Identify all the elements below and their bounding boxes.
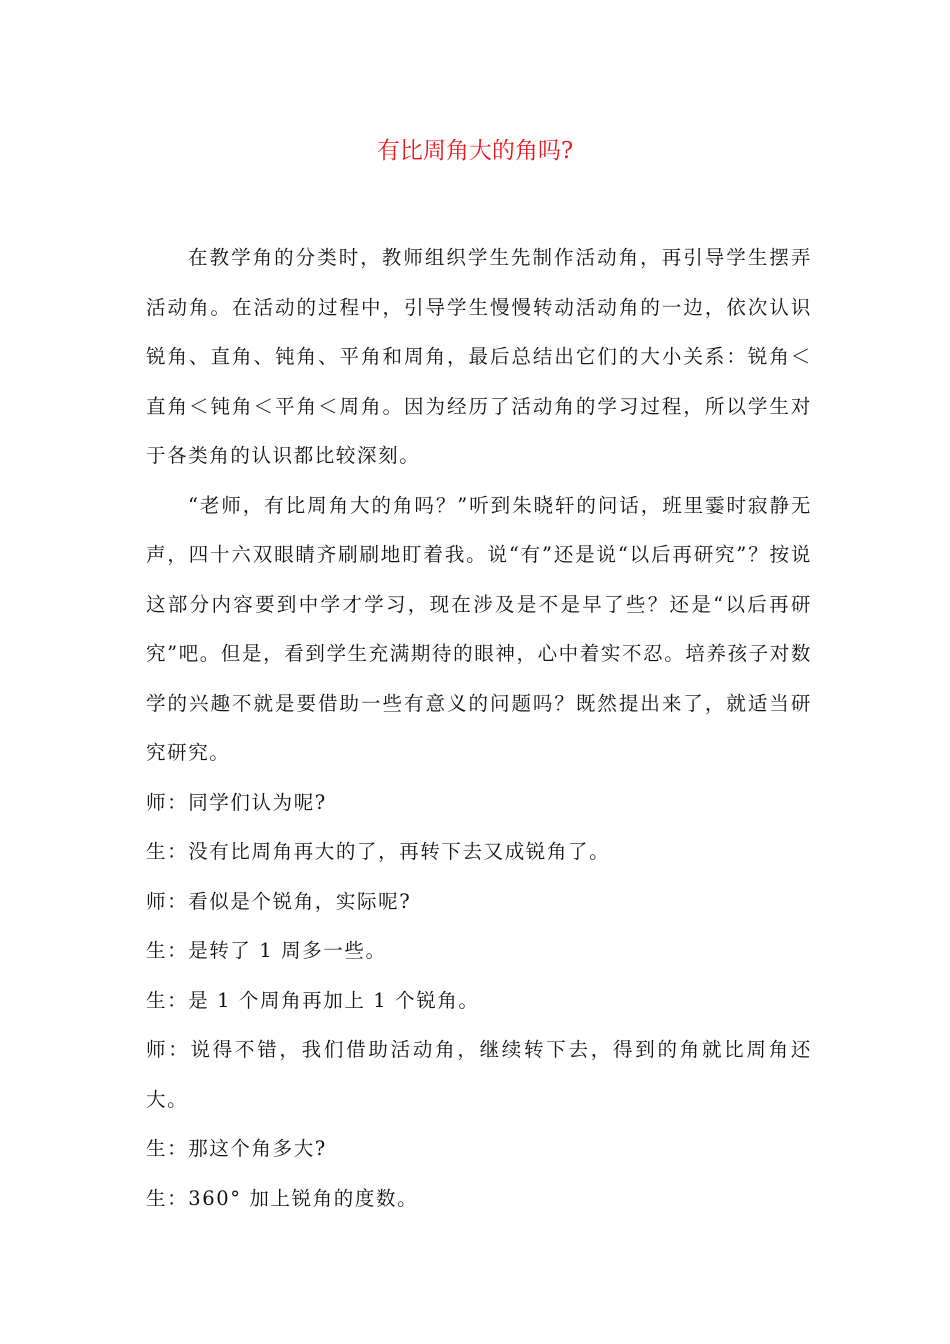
document-title: 有比周角大的角吗? <box>376 138 574 164</box>
dialogue-text: 360° 加上锐角的度数。 <box>188 1186 419 1210</box>
dialogue-text: 是 1 个周角再加上 1 个锐角。 <box>188 988 480 1012</box>
dialogue-line <box>146 778 812 828</box>
dialogue-line <box>146 877 812 927</box>
dialogue-speaker: 师： <box>146 889 189 913</box>
dialogue-line <box>146 1124 812 1174</box>
dialogue-text: 那这个角多大? <box>188 1137 327 1160</box>
dialogue-speaker: 生： <box>146 1186 189 1210</box>
dialogue-speaker: 师： <box>146 790 189 814</box>
dialogue-speaker: 生： <box>146 840 189 863</box>
document-body <box>146 233 812 1223</box>
paragraph-intro: 在教学角的分类时，教师组织学生先制作活动角，再引导学生摆弄活动角。在活动的过程中，引导学生慢慢转动活动角的一边，依次认识锐角、直角、钝角、平角和周角，最后总结出它们的大小关系：锐角＜直角＜钝角＜平角＜周角。因为经历了活动角的学习过程，所以学生对于各类角的认识都比较深刻。 <box>146 246 812 467</box>
dialogue-text: 说得不错，我们借助活动角，继续转下去，得到的角就比周角还大。 <box>146 1038 812 1111</box>
dialogue-text: 没有比周角再大的了，再转下去又成锐角了。 <box>188 840 611 863</box>
paragraph-question: “老师，有比周角大的角吗？”听到朱晓轩的问话，班里霎时寂静无声，四十六双眼睛齐刷刷地盯着我。说“有”还是说“以后再研究”？按说这部分内容要到中学才学习，现在涉及是不是早了些？还是“以后再研究”吧。但是，看到学生充满期待的眼神，心中着实不忍。培养孩子对数学的兴趣不就是要借助一些有意义的问题吗？既然提出来了，就适当研究研究。 <box>146 493 812 764</box>
dialogue-line <box>146 827 812 877</box>
dialogue-line <box>146 1025 812 1124</box>
dialogue-speaker: 生： <box>146 988 189 1012</box>
dialogue-line <box>146 1174 812 1224</box>
dialogue-speaker: 师： <box>146 1038 191 1061</box>
dialogue-text: 是转了 1 周多一些。 <box>188 939 387 962</box>
dialogue-speaker: 生： <box>146 939 189 962</box>
dialogue-text: 同学们认为呢? <box>188 790 327 814</box>
dialogue-line <box>146 976 812 1026</box>
dialogue-text: 看似是个锐角，实际呢? <box>188 889 412 913</box>
dialogue-speaker: 生： <box>146 1137 189 1160</box>
dialogue-line <box>146 926 812 976</box>
